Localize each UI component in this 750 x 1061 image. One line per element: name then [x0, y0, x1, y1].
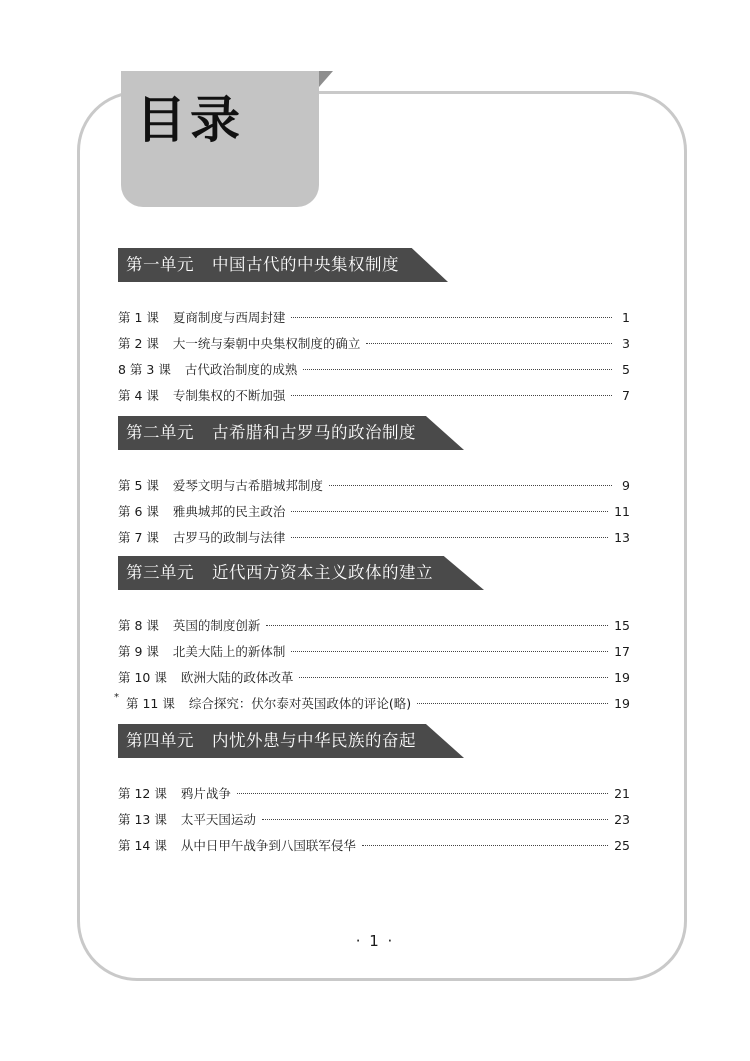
lesson-number: 第 14 课 [118, 838, 167, 853]
toc-entry[interactable] [118, 616, 630, 636]
toc-entry[interactable] [118, 386, 630, 406]
toc-entry[interactable] [118, 528, 630, 548]
lesson-number: 第 12 课 [118, 786, 167, 801]
lesson-title: 英国的制度创新 [172, 618, 261, 633]
dot-leader [417, 703, 608, 704]
lesson-title: 北美大陆上的新体制 [172, 644, 286, 659]
lesson-title: 综合探究：伏尔泰对英国政体的评论(略) [188, 696, 412, 711]
dot-leader [266, 625, 608, 626]
lesson-number: 第 2 课 [118, 336, 159, 351]
lesson-page: 13 [614, 530, 630, 545]
lesson-number: 8 第 3 课 [118, 362, 171, 377]
dot-leader [299, 677, 608, 678]
dot-leader [291, 651, 608, 652]
dot-leader [291, 537, 608, 538]
lesson-number: 第 13 课 [118, 812, 167, 827]
lesson-title: 雅典城邦的民主政治 [172, 504, 286, 519]
unit-label: 第一单元 [126, 255, 194, 274]
lesson-page: 11 [614, 504, 630, 519]
lesson-number: 第 5 课 [118, 478, 159, 493]
lesson-page: 19 [614, 696, 630, 711]
dot-leader [291, 317, 612, 318]
lesson-page: 1 [622, 310, 630, 325]
page-number: · 1 · [355, 932, 395, 950]
lesson-title: 大一统与秦朝中央集权制度的确立 [172, 336, 361, 351]
page-title: 目录 [136, 91, 244, 149]
lesson-page: 21 [614, 786, 630, 801]
unit-title: 古希腊和古罗马的政治制度 [212, 423, 416, 442]
lesson-number: 第 9 课 [118, 644, 159, 659]
lesson-number: 第 8 课 [118, 618, 159, 633]
optional-mark: * [114, 692, 119, 703]
dot-leader [291, 395, 612, 396]
unit-title: 近代西方资本主义政体的建立 [212, 563, 433, 582]
unit-header-1[interactable] [118, 248, 448, 282]
toc-entry[interactable] [114, 692, 630, 714]
unit-header-3[interactable] [118, 556, 484, 590]
lesson-page: 5 [622, 362, 630, 377]
toc-entry[interactable] [118, 502, 630, 522]
unit-header-2[interactable] [118, 416, 464, 450]
dot-leader [329, 485, 612, 486]
title-tab-fold [319, 71, 333, 87]
toc-entry[interactable] [118, 476, 630, 496]
lesson-number: 第 7 课 [118, 530, 159, 545]
dot-leader [362, 845, 608, 846]
unit-title: 内忧外患与中华民族的奋起 [212, 731, 416, 750]
dot-leader [303, 369, 612, 370]
toc-entry[interactable] [118, 642, 630, 662]
lesson-page: 23 [614, 812, 630, 827]
lesson-title: 鸦片战争 [180, 786, 231, 801]
lesson-page: 15 [614, 618, 630, 633]
unit-label: 第四单元 [126, 731, 194, 750]
unit-header-4[interactable] [118, 724, 464, 758]
lesson-page: 17 [614, 644, 630, 659]
toc-entry[interactable] [118, 668, 630, 688]
lesson-title: 古代政治制度的成熟 [184, 362, 298, 377]
lesson-title: 爱琴文明与古希腊城邦制度 [172, 478, 323, 493]
lesson-number: 第 4 课 [118, 388, 159, 403]
unit-label: 第三单元 [126, 563, 194, 582]
lesson-number: 第 1 课 [118, 310, 159, 325]
toc-entry[interactable] [118, 784, 630, 804]
lesson-number: 第 11 课 [126, 696, 175, 711]
dot-leader [291, 511, 608, 512]
dot-leader [237, 793, 608, 794]
toc-entry[interactable] [118, 334, 630, 354]
unit-label: 第二单元 [126, 423, 194, 442]
lesson-title: 太平天国运动 [180, 812, 256, 827]
toc-entry[interactable] [118, 810, 630, 830]
lesson-title: 夏商制度与西周封建 [172, 310, 286, 325]
lesson-page: 19 [614, 670, 630, 685]
lesson-page: 7 [622, 388, 630, 403]
lesson-title: 古罗马的政制与法律 [172, 530, 286, 545]
lesson-title: 从中日甲午战争到八国联军侵华 [180, 838, 356, 853]
lesson-page: 25 [614, 838, 630, 853]
toc-entry[interactable] [118, 836, 630, 856]
toc-entry[interactable] [118, 308, 630, 328]
unit-title: 中国古代的中央集权制度 [212, 255, 399, 274]
lesson-page: 9 [622, 478, 630, 493]
lesson-title: 专制集权的不断加强 [172, 388, 286, 403]
lesson-number: 第 6 课 [118, 504, 159, 519]
dot-leader [262, 819, 608, 820]
toc-entry[interactable] [118, 360, 630, 380]
dot-leader [366, 343, 612, 344]
lesson-number: 第 10 课 [118, 670, 167, 685]
lesson-title: 欧洲大陆的政体改革 [180, 670, 294, 685]
lesson-page: 3 [622, 336, 630, 351]
